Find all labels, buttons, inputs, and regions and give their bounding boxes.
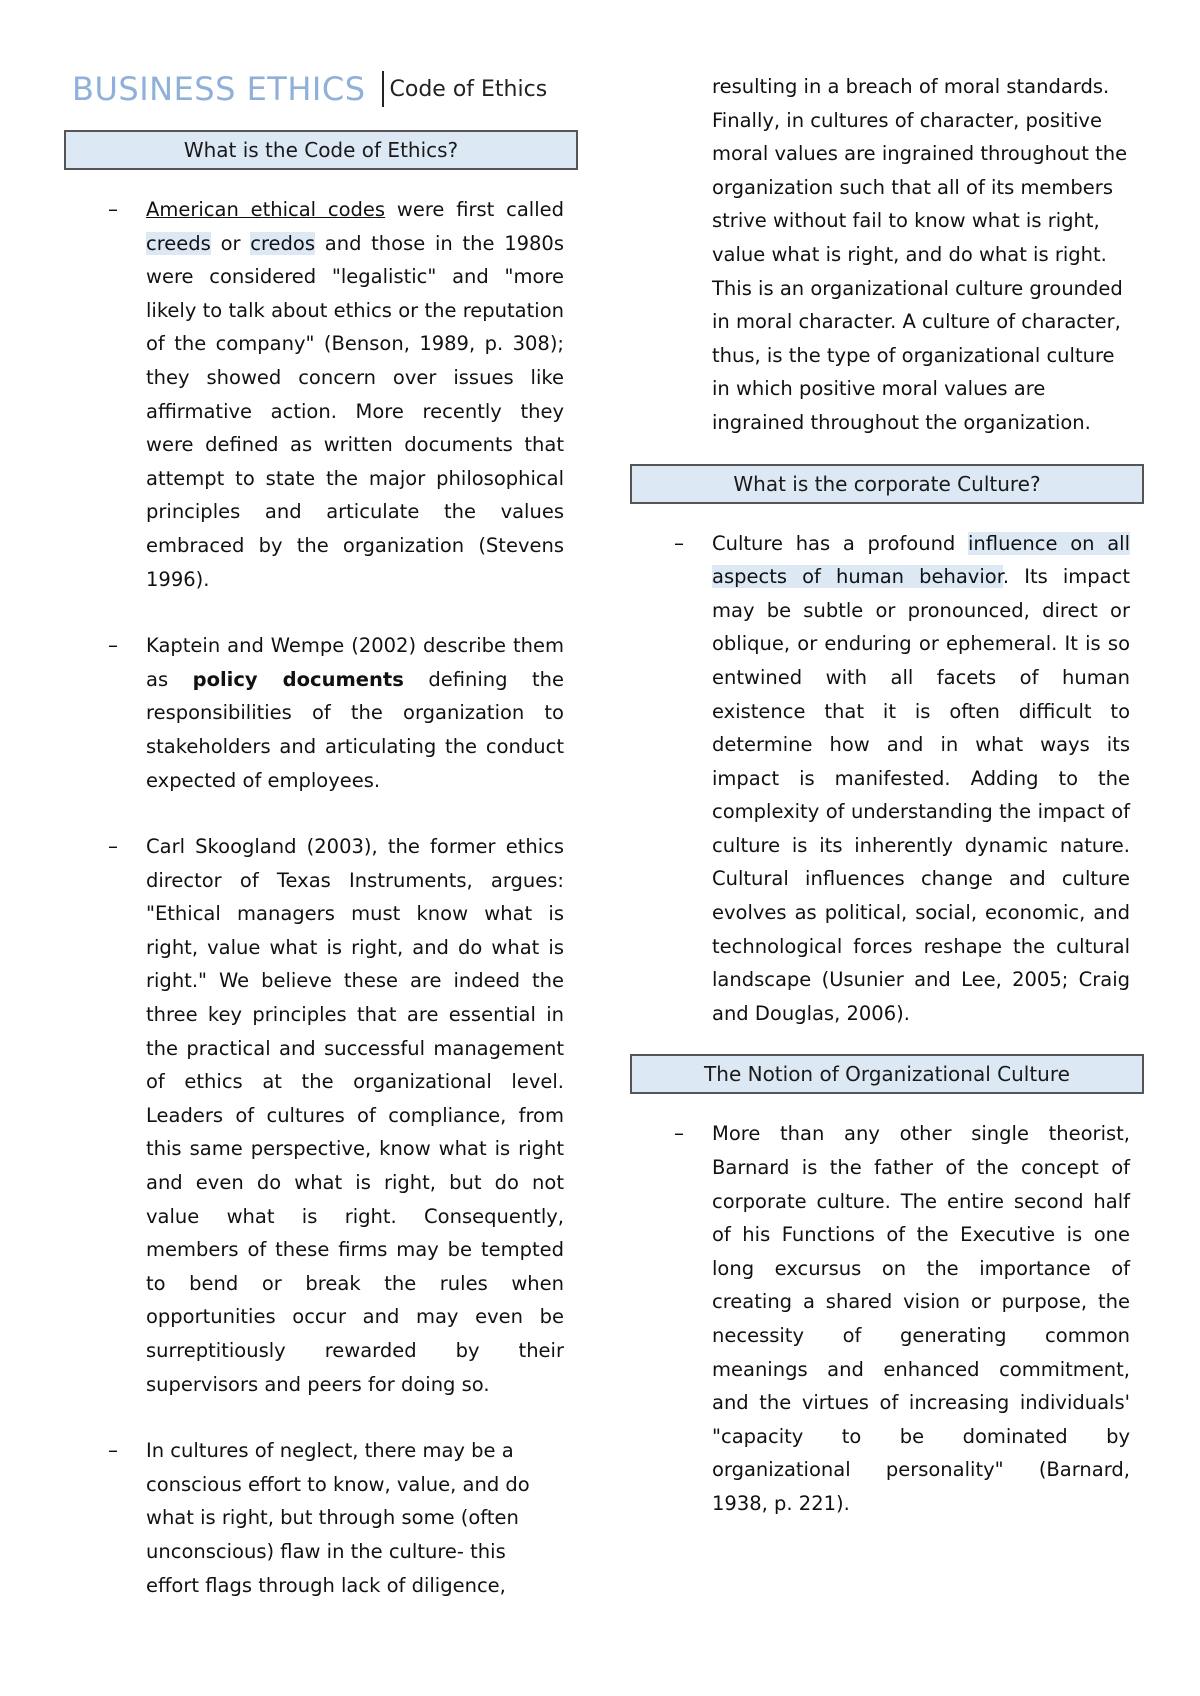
list-item <box>64 1434 578 1602</box>
list-item <box>630 1117 1144 1520</box>
section-heading-code-of-ethics: What is the Code of Ethics? <box>64 130 578 170</box>
code-of-ethics-list <box>64 193 578 1602</box>
bullet-dash: – <box>674 1121 684 1146</box>
continued-text: resulting in a breach of moral standards. Finally, in cultures of character, positive moral values are ingrained throughout the organization such that all of its members strive without fail to know what is right, value what is right, and do what is right. This is an organizational culture grounded in moral character. A culture of character, thus, is the type of organizational culture in which positive moral values are ingrained throughout the organization. <box>712 75 1128 434</box>
bullet-dash: – <box>674 530 684 555</box>
bullet-text: Carl Skoogland (2003), the former ethics director of Texas Instruments, argues: "Ethical managers must know what is right, value what is right, and do what is right." We believe these are indeed the three key principles that are essential in the practical and successful management of ethics at the organizational level. Leaders of cultures of compliance, from this same perspective, know what is right and even do what is right, but do not value what is right. Consequently, members of these firms may be tempted to bend or break the rules when opportunities occur and may even be surreptitiously rewarded by their supervisors and peers for doing so. <box>146 835 564 1396</box>
bullet-dash: – <box>108 197 118 221</box>
section-heading-corporate-culture: What is the corporate Culture? <box>630 464 1144 504</box>
list-item <box>64 830 578 1401</box>
list-item <box>64 193 578 596</box>
left-column <box>64 130 578 1602</box>
highlighted-term: credos <box>250 231 316 255</box>
bullet-text: In cultures of neglect, there may be a conscious effort to know, value, and do what is right, but through some (often unconscious) flaw in the culture- this effort flags through lack of diligence, <box>146 1439 530 1597</box>
highlighted-term: influence on all aspects of human behavior <box>712 531 1130 589</box>
page-header <box>72 70 547 108</box>
bullet-text: Kaptein and Wempe (2002) describe them as policy documents defining the responsibilities of the organization to stakeholders and articulating the conduct expected of employees. <box>146 634 564 792</box>
list-item <box>630 527 1144 1031</box>
bold-term: policy documents <box>192 667 404 691</box>
section-heading-organizational-culture: The Notion of Organizational Culture <box>630 1054 1144 1094</box>
organizational-culture-section <box>630 1054 1144 1520</box>
bullet-dash: – <box>108 1438 118 1463</box>
underlined-term: American ethical codes <box>146 198 386 221</box>
bullet-text: More than any other single theorist, Barnard is the father of the concept of corporate culture. The entire second half of his Functions of the Executive is one long excursus on the importance of creating a shared vision or purpose, the necessity of generating common meanings and enhanced commitment, and the virtues of increasing individuals' "capacity to be dominated by organizational personality" (Barnard, 1938, p. 221). <box>712 1122 1130 1515</box>
page-title: BUSINESS ETHICS <box>72 70 366 108</box>
corporate-culture-section <box>630 464 1144 1031</box>
bullet-text: American ethical codes were first called creeds or credos and those in the 1980s were considered "legalistic" and "more likely to talk about ethics or the reputation of the company" (Benson, 1989, p. 308); they showed concern over issues like affirmative action. More recently they were defined as written documents that attempt to state the major philosophical principles and articulate the values embraced by the organization (Stevens 1996). <box>146 198 564 591</box>
list-item <box>64 629 578 797</box>
header-divider <box>382 71 384 107</box>
page-subtitle: Code of Ethics <box>389 76 548 102</box>
right-column <box>630 70 1144 1521</box>
bullet-dash: – <box>108 633 118 658</box>
bullet-text: Culture has a profound influence on all aspects of human behavior. Its impact may be subtle or pronounced, direct or oblique, or enduring or ephemeral. It is so entwined with all facets of human existence that it is often difficult to determine how and in what ways its impact is manifested. Adding to the complexity of understanding the impact of culture is its inherently dynamic nature. Cultural influences change and culture evolves as political, social, economic, and technological forces reshape the cultural landscape (Usunier and Lee, 2005; Craig and Douglas, 2006). <box>712 531 1130 1025</box>
corporate-culture-list <box>630 527 1144 1031</box>
highlighted-term: creeds <box>146 231 211 255</box>
organizational-culture-list <box>630 1117 1144 1520</box>
bullet-dash: – <box>108 834 118 859</box>
